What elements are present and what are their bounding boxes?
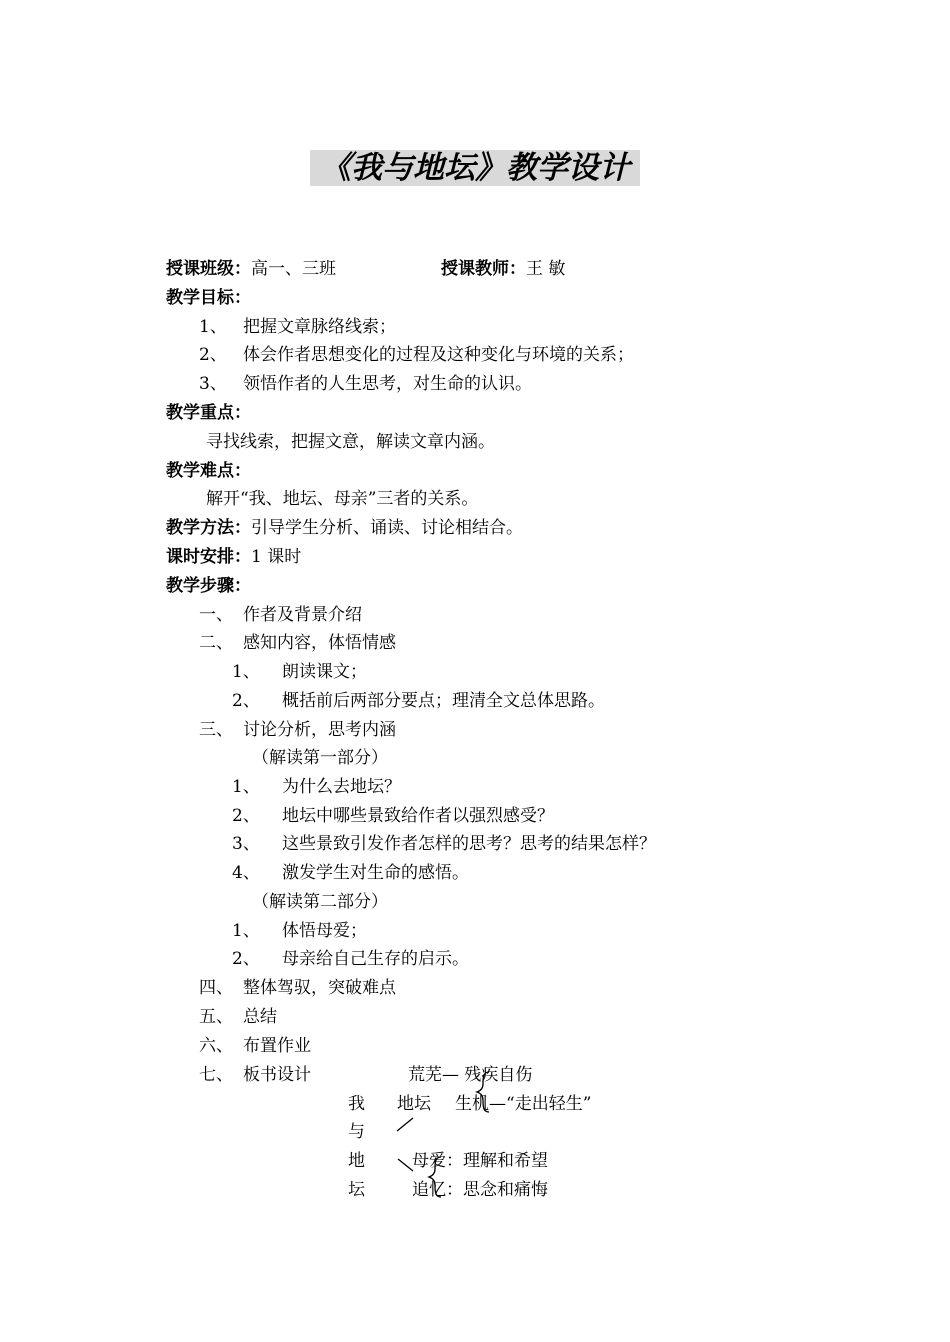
sub-text: 这些景致引发作者怎样的思考？思考的结果怎样？	[282, 834, 656, 854]
objective-number: 3、	[199, 374, 227, 394]
sub-number: 2、	[232, 806, 260, 826]
objective-text: 体会作者思想变化的过程及这种变化与环境的关系；	[243, 345, 634, 365]
board-muai: 母爱：理解和希望	[412, 1151, 548, 1171]
step-text: 布置作业	[243, 1036, 311, 1056]
objective-number: 1、	[199, 317, 227, 337]
board-huangwu: 荒芜— 残疾自伤	[408, 1065, 533, 1085]
sub-number: 4、	[232, 863, 260, 883]
sub-text: 为什么去地坛？	[282, 777, 401, 797]
sub-number: 3、	[232, 834, 260, 854]
up-diagonal-mark	[397, 1118, 413, 1131]
teacher-value: 王 敏	[526, 259, 566, 279]
part-2-heading: （解读第二部分）	[252, 892, 388, 912]
difficulties-heading: 教学难点：	[166, 461, 251, 481]
sub-number: 2、	[232, 691, 260, 711]
step-number: 三、	[199, 720, 233, 740]
sub-text: 体悟母爱；	[282, 921, 367, 941]
sub-number: 1、	[232, 662, 260, 682]
step-text: 整体驾驭，突破难点	[243, 978, 396, 998]
sub-number: 1、	[232, 777, 260, 797]
step-number: 一、	[199, 605, 233, 625]
step-text: 板书设计	[243, 1065, 311, 1085]
sub-text: 激发学生对生命的感悟。	[282, 863, 469, 883]
schedule-label: 课时安排：	[166, 547, 251, 567]
board-zhuiyi: 追忆：思念和痛悔	[412, 1180, 548, 1200]
class-label: 授课班级：	[166, 259, 251, 279]
board-char-wo: 我	[348, 1094, 365, 1114]
document-title: 《我与地坛》教学设计	[310, 150, 640, 186]
sub-number: 1、	[232, 921, 260, 941]
board-char-tan: 坛	[348, 1180, 365, 1200]
steps-heading: 教学步骤：	[166, 576, 251, 596]
schedule-text: 1 课时	[251, 547, 302, 567]
step-number: 六、	[199, 1036, 233, 1056]
step-text: 作者及背景介绍	[243, 605, 362, 625]
sub-text: 概括前后两部分要点；理清全文总体思路。	[282, 691, 605, 711]
objectives-heading: 教学目标：	[166, 288, 251, 308]
method-text: 引导学生分析、诵读、讨论相结合。	[251, 518, 523, 538]
method-label: 教学方法：	[166, 518, 251, 538]
key-points-heading: 教学重点：	[166, 403, 251, 423]
key-points-text: 寻找线索，把握文意，解读文章内涵。	[206, 432, 495, 452]
step-text: 感知内容，体悟情感	[243, 633, 396, 653]
lower-brace-mark	[429, 1157, 441, 1197]
step-number: 二、	[199, 633, 233, 653]
board-ditan: 地坛	[397, 1094, 431, 1114]
sub-text: 朗读课文；	[282, 662, 367, 682]
sub-text: 地坛中哪些景致给作者以强烈感受？	[282, 806, 554, 826]
step-number: 七、	[199, 1065, 233, 1085]
objective-number: 2、	[199, 345, 227, 365]
step-number: 五、	[199, 1007, 233, 1027]
part-1-heading: （解读第一部分）	[252, 748, 388, 768]
objective-text: 把握文章脉络线索；	[243, 317, 396, 337]
down-diagonal-mark	[398, 1159, 413, 1171]
difficulties-text: 解开“我、地坛、母亲”三者的关系。	[206, 489, 479, 509]
board-char-yu: 与	[348, 1122, 365, 1142]
teacher-label: 授课教师：	[441, 259, 526, 279]
step-text: 总结	[243, 1007, 277, 1027]
step-number: 四、	[199, 978, 233, 998]
board-char-di: 地	[348, 1151, 365, 1171]
sub-number: 2、	[232, 949, 260, 969]
upper-brace-mark	[477, 1072, 489, 1112]
board-shengji: 生机—“走出轻生”	[455, 1094, 592, 1114]
objective-text: 领悟作者的人生思考，对生命的认识。	[243, 374, 532, 394]
step-text: 讨论分析，思考内涵	[243, 720, 396, 740]
class-value: 高一、三班	[251, 259, 336, 279]
sub-text: 母亲给自己生存的启示。	[282, 949, 469, 969]
